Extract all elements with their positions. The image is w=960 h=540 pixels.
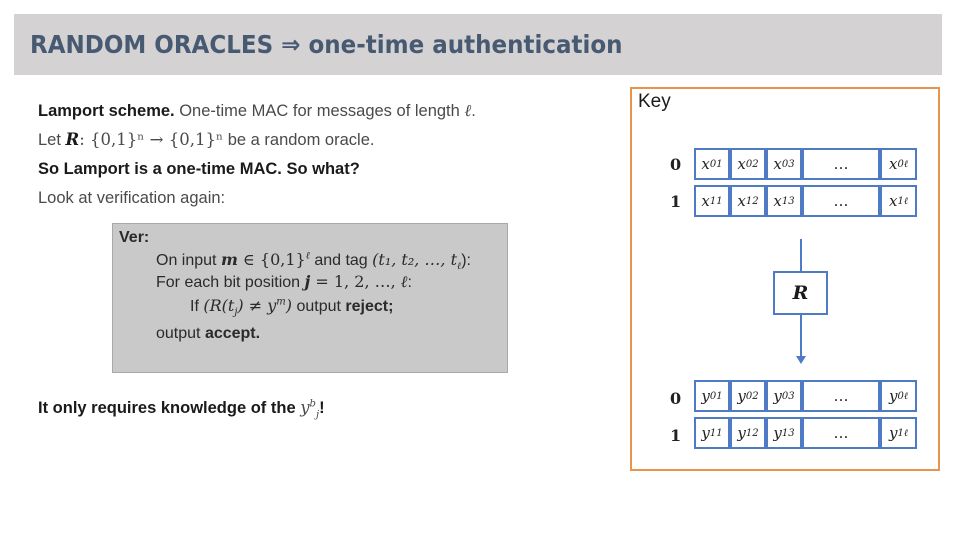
ver-line-2: For each bit position j = 1, 2, …, ℓ: [156,272,412,291]
x-row-0-label: 0 [670,155,682,174]
arrow-bottom [800,315,802,357]
x-cell-1-3: x 1 3 [766,185,802,217]
look-line [38,189,225,208]
look-text: Look at verification again: [38,189,226,207]
y-row-1-label: 1 [670,426,682,445]
oracle-line [38,130,374,150]
y-cell-1-3: y 1 3 [766,417,802,449]
lamport-bold: Lamport scheme. [38,102,175,120]
oracle-suffix: be a random oracle. [223,131,375,149]
y-cell-0-dots: … [802,380,880,412]
x-cell-0-1: x 0 1 [694,148,730,180]
oracle-signature: : {0,1}ⁿ → {0,1}ⁿ [79,130,224,149]
so-what-line [38,160,360,179]
y-cell-1-dots: … [802,417,880,449]
x-cell-0-dots: … [802,148,880,180]
y-cell-1-1: y 1 1 [694,417,730,449]
y-row-0-label: 0 [670,389,682,408]
slide-title: RANDOM ORACLES ⇒ one-time authentication [30,30,623,59]
x-row-1-label: 1 [670,192,682,211]
x-cell-0-l: x 0 ℓ [880,148,917,180]
x-cell-1-2: x 1 2 [730,185,766,217]
y-cell-0-3: y 0 3 [766,380,802,412]
ver-line-4: output accept. [156,325,261,342]
x-cell-1-1: x 1 1 [694,185,730,217]
arrow-top [800,239,802,271]
x-cell-0-2: x 0 2 [730,148,766,180]
y-cell-0-2: y 0 2 [730,380,766,412]
oracle-symbol: R [65,130,80,149]
y-symbol: $y^b_j$ [300,398,320,421]
ver-line-1: On input m ∈ $\{0,1\}^\ell$ and tag (t₁, t₂, …, $t_\ell$): [156,250,471,273]
requires-line: It only requires knowledge of the $y^b_j$! [38,398,325,421]
oracle-box: R [773,271,828,315]
let-prefix: Let [38,131,66,149]
arrow-head [796,356,806,364]
ver-header: Ver: [119,229,150,246]
ell-symbol: ℓ [464,101,472,120]
lamport-rest: One-time MAC for messages of length [174,102,465,120]
ver-line-3: If $(R(t_j) \ne y^m)$ output reject; [190,296,394,319]
so-what-text: So Lamport is a one-time MAC. So what? [38,160,360,178]
y-cell-0-1: y 0 1 [694,380,730,412]
y-cell-0-l: y 0 ℓ [880,380,917,412]
x-cell-1-l: x 1 ℓ [880,185,917,217]
x-cell-1-dots: … [802,185,880,217]
lamport-line: Lamport scheme. One-time MAC for messages of length ℓ. [38,101,476,120]
x-cell-0-3: x 0 3 [766,148,802,180]
key-label: Key [638,91,671,112]
y-cell-1-2: y 1 2 [730,417,766,449]
y-cell-1-l: y 1 ℓ [880,417,917,449]
